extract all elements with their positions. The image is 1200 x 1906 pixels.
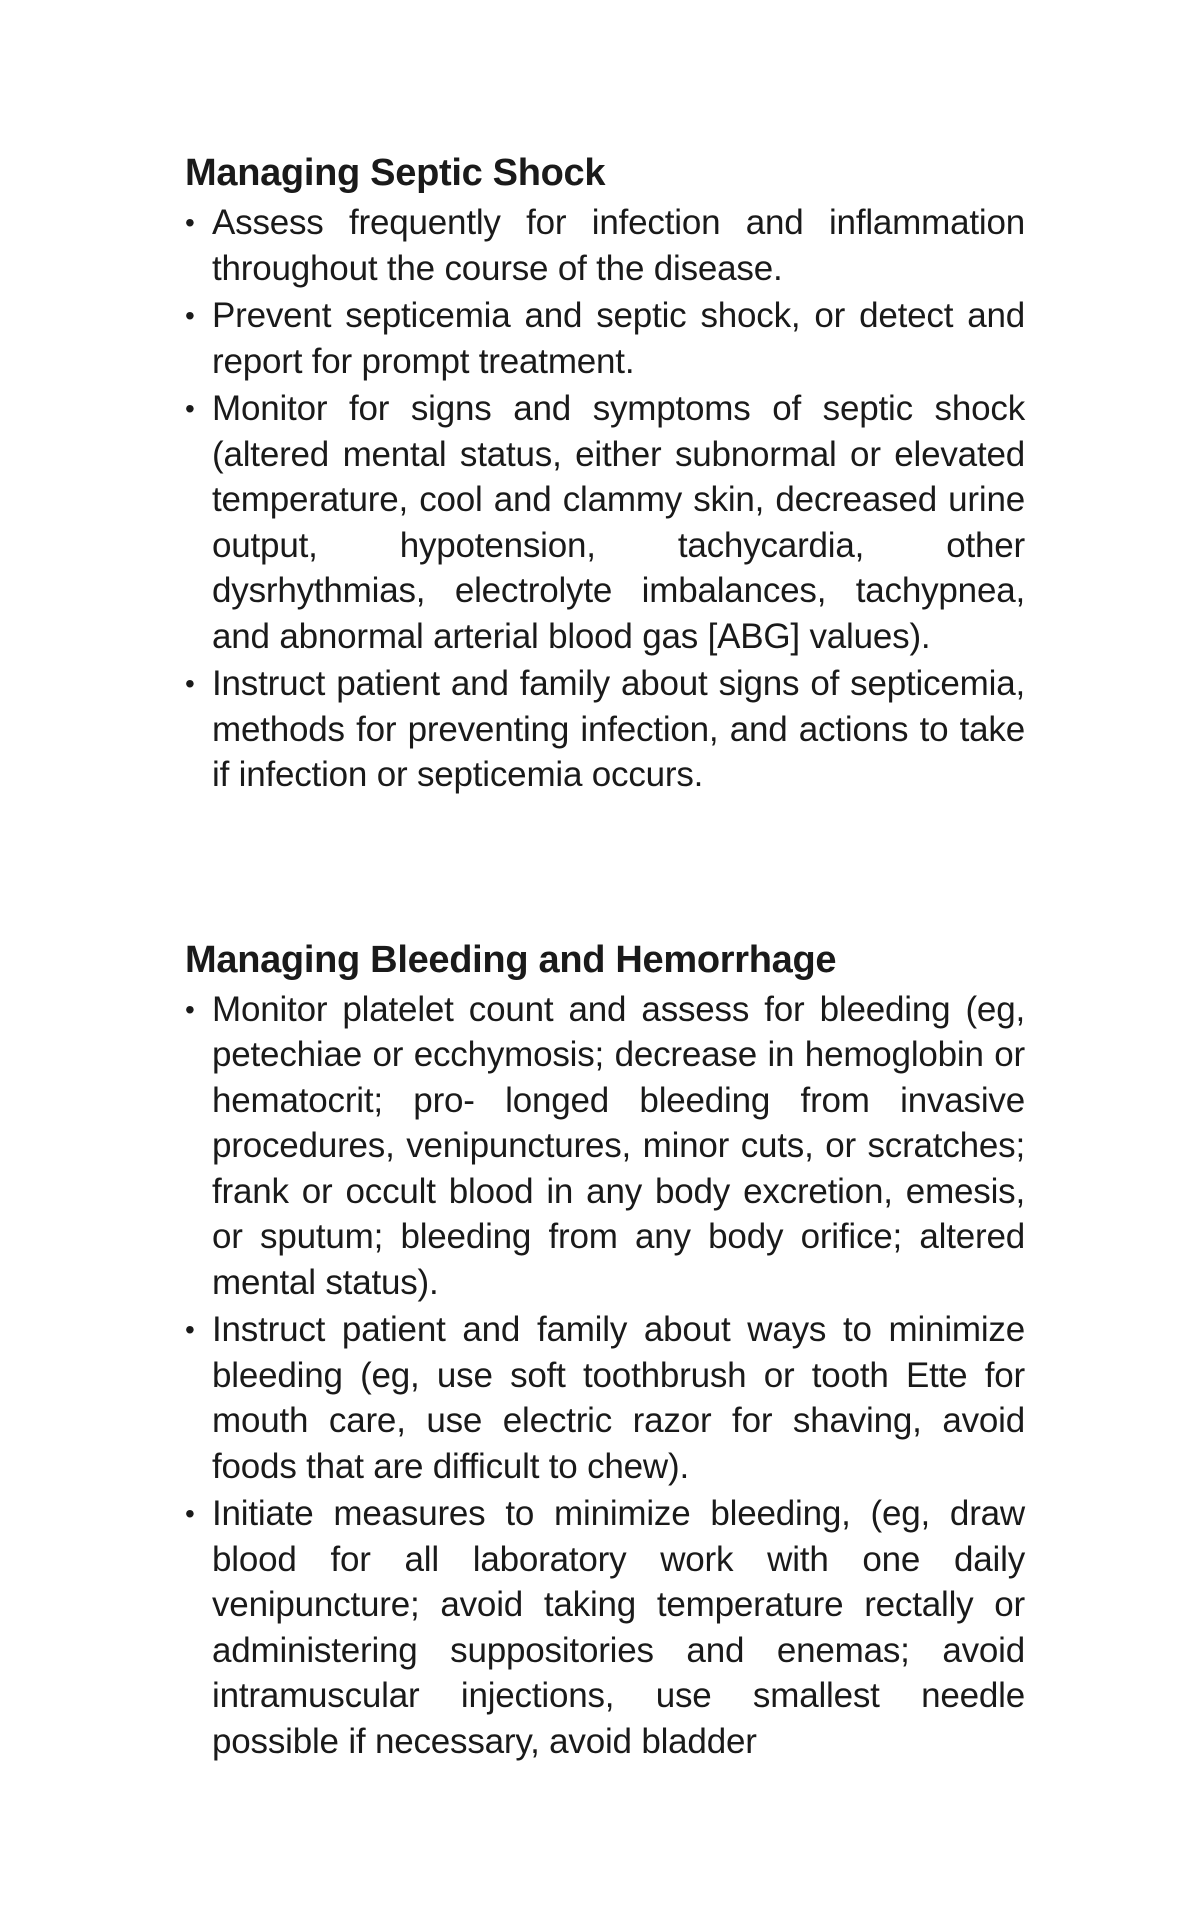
- list-item-text: Monitor platelet count and assess for bleeding (eg, petechiae or ecchymosis; decrease in hemoglobin or hematocrit; pro- longed bleeding from invasive procedures, venipunctures, minor cuts, or scratches; frank or occult blood in any body excretion, emesis, or sputum; bleeding from any body orifice; altered mental status).: [212, 989, 1025, 1302]
- list-item: [185, 661, 1025, 798]
- document-page: [185, 150, 1025, 1766]
- bullet-icon: •: [185, 300, 195, 331]
- list-item-text: Initiate measures to minimize bleeding, (eg, draw blood for all laboratory work with one daily venipuncture; avoid taking temperature rectally or administering suppositories and enemas; avoid intramuscular injections, use smallest needle possible if necessary, avoid bladder: [212, 1494, 1025, 1761]
- list-item: [185, 987, 1025, 1306]
- list-item-text: Instruct patient and family about signs of septicemia, methods for preventing infection, and actions to take if infection or septicemia occurs.: [212, 664, 1025, 794]
- bullet-list: [185, 987, 1025, 1765]
- bullet-icon: •: [185, 993, 195, 1025]
- section-septic-shock: [185, 150, 1025, 798]
- bullet-icon: •: [185, 393, 195, 424]
- bullet-icon: •: [185, 1314, 195, 1345]
- section-heading: Managing Bleeding and Hemorrhage: [185, 938, 837, 981]
- bullet-icon: •: [185, 668, 195, 699]
- section-heading: Managing Septic Shock: [185, 152, 606, 194]
- bullet-list: [185, 200, 1025, 798]
- list-item: [185, 200, 1025, 291]
- bullet-icon: •: [185, 207, 195, 238]
- list-item-text: Instruct patient and family about ways to minimize bleeding (eg, use soft toothbrush or tooth Ette for mouth care, use electric razor for shaving, avoid foods that are difficult to chew).: [212, 1310, 1025, 1486]
- bullet-icon: •: [185, 1498, 195, 1529]
- list-item: [185, 1491, 1025, 1764]
- list-item: [185, 1307, 1025, 1489]
- list-item: [185, 293, 1025, 384]
- list-item-text: Assess frequently for infection and inflammation throughout the course of the disease.: [212, 203, 1025, 288]
- list-item: [185, 386, 1025, 659]
- section-bleeding-hemorrhage: [185, 937, 1025, 1765]
- section-spacer: [185, 800, 1025, 937]
- list-item-text: Prevent septicemia and septic shock, or detect and report for prompt treatment.: [212, 296, 1025, 381]
- list-item-text: Monitor for signs and symptoms of septic shock (altered mental status, either subnormal or elevated temperature, cool and clammy skin, decreased urine output, hypotension, tachycardia, other dysrhythmias, electrolyte imbalances, tachypnea, and abnormal arterial blood gas [ABG] values).: [212, 389, 1025, 656]
